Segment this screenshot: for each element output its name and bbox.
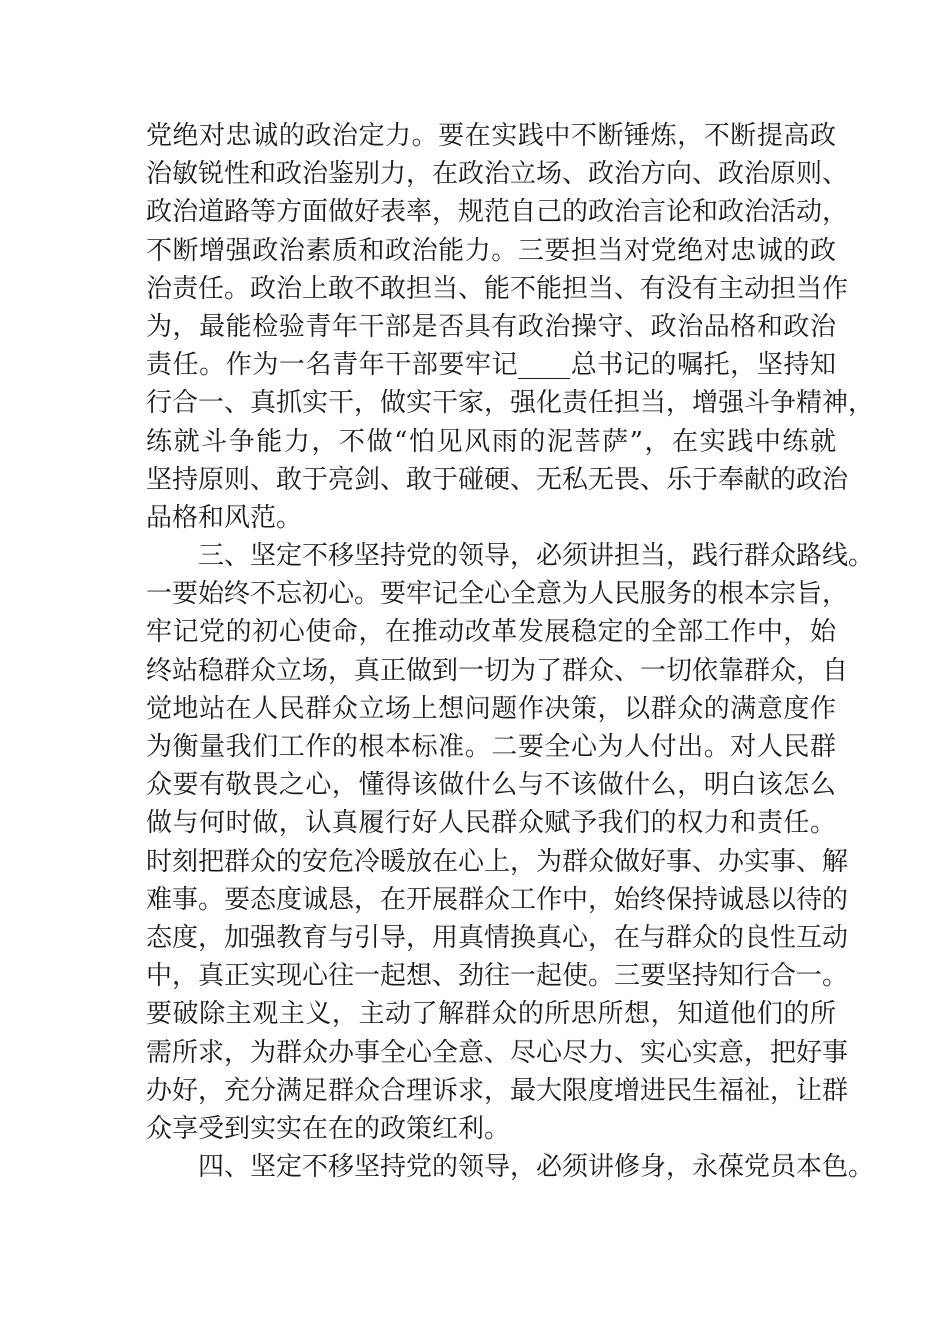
text-line: 治责任。政治上敢不敢担当、能不能担当、有没有主动担当作 xyxy=(146,273,849,304)
text-line: 为衡量我们工作的根本标准。二要全心为人付出。对人民群 xyxy=(146,732,836,762)
text-line: 办好，充分满足群众合理诉求，最大限度增进民生福祉，让群 xyxy=(146,1075,849,1106)
text-line: 终站稳群众立场，真正做到一切为了群众、一切依靠群众，自 xyxy=(146,655,849,686)
text-line: 坚持原则、敢于亮剑、敢于碰硬、无私无畏、乐于奉献的政治 xyxy=(146,464,849,495)
section-heading-line: 四、坚定不移坚持党的领导，必须讲修身，永葆党员本色。 xyxy=(198,1152,875,1183)
text-line: 品格和风范。 xyxy=(146,502,303,533)
text-line: 不断增强政治素质和政治能力。三要担当对党绝对忠诚的政 xyxy=(146,235,836,266)
text-line: 时刻把群众的安危冷暖放在心上，为群众做好事、办实事、解 xyxy=(146,846,849,877)
text-line: 政治道路等方面做好表率，规范自己的政治言论和政治活动， xyxy=(146,197,849,228)
text-line: 做与何时做，认真履行好人民群众赋予我们的权力和责任。 xyxy=(146,808,836,839)
text-line: 责任。作为一名青年干部要牢记____总书记的嘱托，坚持知 xyxy=(146,350,836,381)
text-line: 中，真正实现心往一起想、劲往一起使。三要坚持知行合一。 xyxy=(146,961,849,992)
text-line: 为，最能检验青年干部是否具有政治操守、政治品格和政治 xyxy=(146,311,836,342)
text-line: 需所求，为群众办事全心全意、尽心尽力、实心实意，把好事 xyxy=(146,1037,849,1068)
text-line: 觉地站在人民群众立场上想问题作决策，以群众的满意度作 xyxy=(146,693,836,724)
text-line: 牢记党的初心使命，在推动改革发展稳定的全部工作中，始 xyxy=(146,617,836,648)
section-heading-line: 三、坚定不移坚持党的领导，必须讲担当，践行群众路线。 xyxy=(198,541,875,572)
text-line: 练就斗争能力，不做“怕见风雨的泥菩萨”，在实践中练就 xyxy=(146,426,836,457)
text-line: 党绝对忠诚的政治定力。要在实践中不断锤炼，不断提高政 xyxy=(146,121,836,151)
body-text xyxy=(146,117,875,1186)
text-line: 态度，加强教育与引导，用真情换真心，在与群众的良性互动 xyxy=(146,922,849,953)
text-line: 一要始终不忘初心。要牢记全心全意为人民服务的根本宗旨， xyxy=(146,579,849,610)
text-line: 行合一、真抓实干，做实干家，强化责任担当，增强斗争精神， xyxy=(146,388,875,419)
text-line: 众享受到实实在在的政策红利。 xyxy=(146,1113,511,1144)
text-line: 治敏锐性和政治鉴别力，在政治立场、政治方向、政治原则、 xyxy=(146,159,849,190)
text-line: 要破除主观主义，主动了解群众的所思所想，知道他们的所 xyxy=(146,999,836,1030)
text-line: 众要有敬畏之心，懂得该做什么与不该做什么，明白该怎么 xyxy=(146,770,836,801)
text-line: 难事。要态度诚恳，在开展群众工作中，始终保持诚恳以待的 xyxy=(146,884,849,915)
